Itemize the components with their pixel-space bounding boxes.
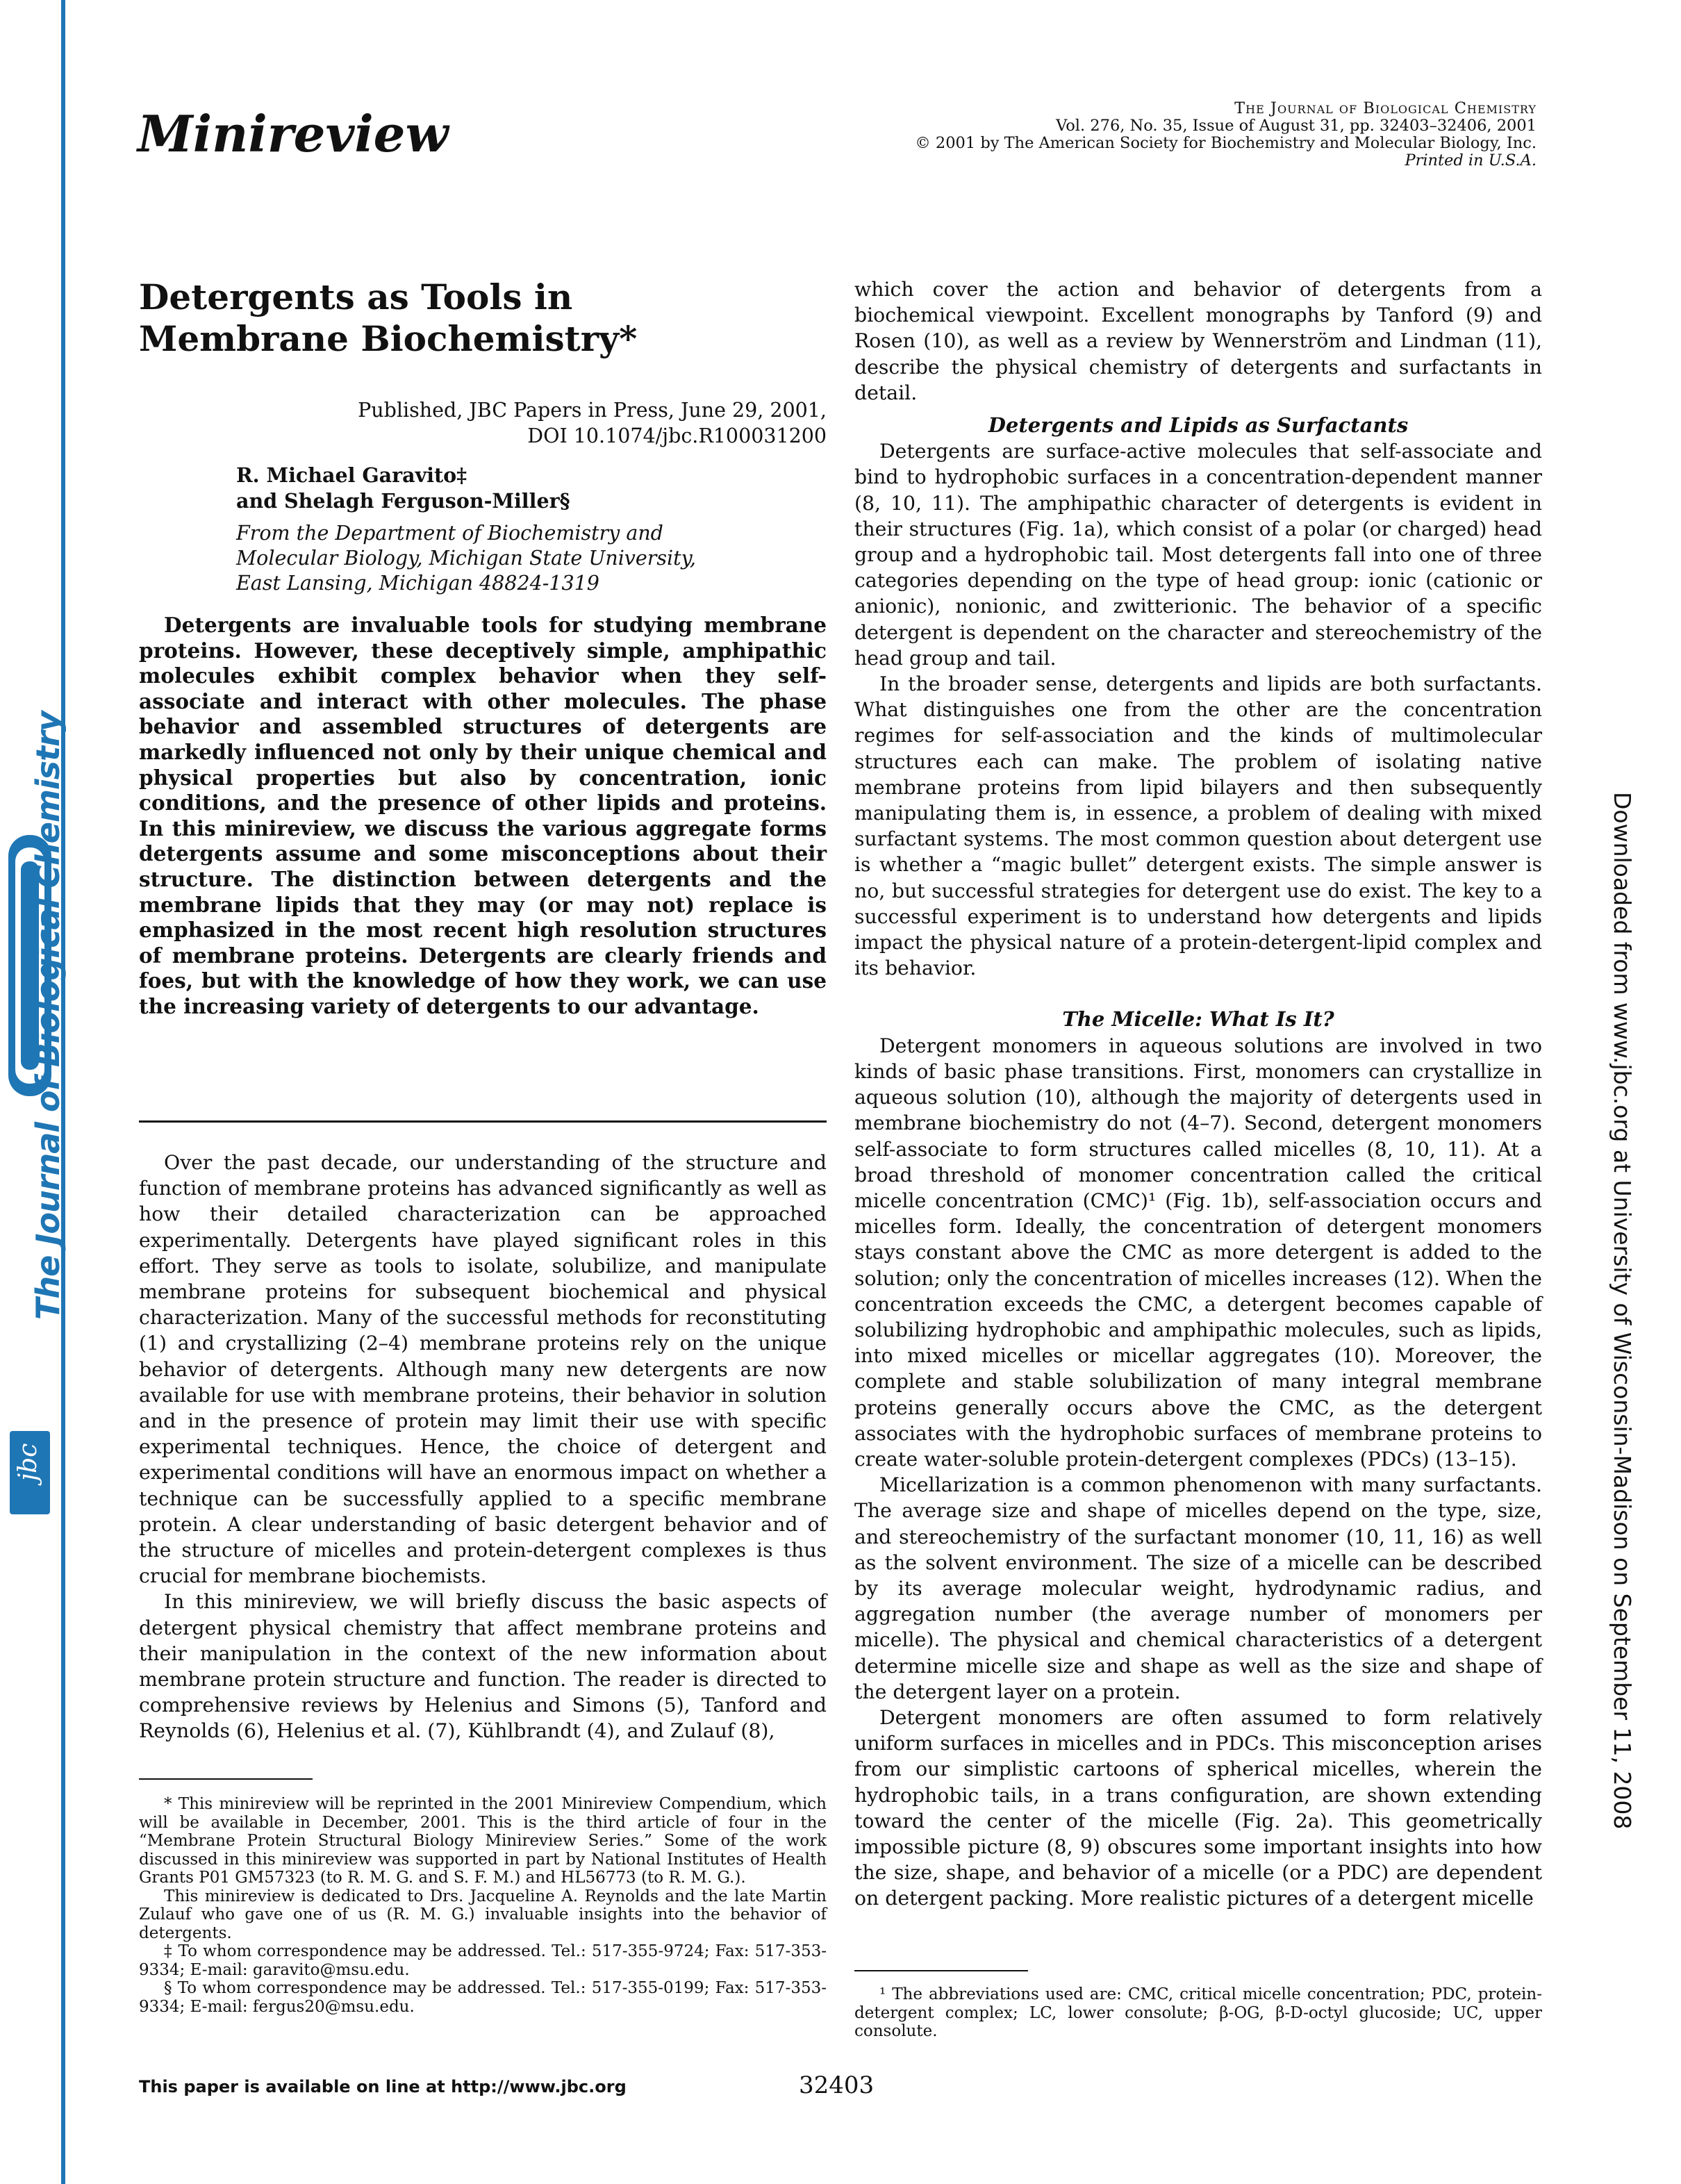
footnotes <box>139 1795 827 2016</box>
footnote: * This minireview will be reprinted in the 2001 Minireview Compendium, which will be available in December, 2001. This is the third article of four in the “Membrane Protein Structural Biology Minireview Series.” Some of the work discussed in this minireview was supported in part by National Institutes of Health Grants P01 GM57323 (to R. M. G. and S. F. M.) and HL56773 (to R. M. G.). <box>139 1795 827 1887</box>
paragraph: Detergent monomers are often assumed to form relatively uniform surfaces in micelles and in PDCs. This misconception arises from our simplistic cartoons of spherical micelles, wherein the hydrophobic tails, in a trans configuration, are shown extending toward the center of the micelle (Fig. 2a). This geometrically impossible picture (8, 9) obscures some important insights into how the size, shape, and behavior of a micelle (or a PDC) are dependent on detergent packing. More realistic pictures of a detergent micelle <box>854 1705 1542 1910</box>
paragraph: which cover the action and behavior of detergents from a biochemical viewpoint. Excellent monographs by Tanford (9) and Rosen (10), as well as a review by Wennerström and Lindman (11), describe the physical chemistry of detergents and surfactants in detail. <box>854 278 1542 404</box>
title-line: Detergents as Tools in <box>139 276 573 317</box>
left-column-body <box>139 1150 827 1744</box>
journal-sidebar <box>0 0 69 2184</box>
journal-name: The Journal of Biological Chemistry <box>1234 99 1537 117</box>
abstract: Detergents are invaluable tools for studying membrane proteins. However, these deceptively simple, amphipathic molecules exhibit complex behavior when they self-associate and interact with other molecules. The phase behavior and assembled structures of detergents are markedly influenced not only by their unique chemical and physical properties but also by concentration, ionic conditions, and the presence of other lipids and proteins. In this minireview, we discuss the various aggregate forms detergents assume and some misconceptions about their structure. The distinction between detergents and the membrane lipids that they may (or may not) replace is emphasized in the most recent high resolution structures of membrane proteins. Detergents are clearly friends and foes, but with the knowledge of how they work, we can use the increasing variety of detergents to our advantage. <box>139 613 827 1018</box>
printed-line: Printed in U.S.A. <box>1405 151 1537 169</box>
jbc-logo-text: jbc <box>14 1443 42 1481</box>
affiliation <box>236 521 696 596</box>
publication-info <box>139 397 827 449</box>
affiliation-line: From the Department of Biochemistry and <box>236 522 663 545</box>
footnote: § To whom correspondence may be addressed. Tel.: 517-355-0199; Fax: 517-353-9334; E-mail: fergus20@msu.edu. <box>139 1979 827 2016</box>
article-title <box>139 276 834 360</box>
download-note: Downloaded from www.jbc.org at University of Wisconsin-Madison on September 11, 2008 <box>1609 792 1636 1830</box>
abstract-divider <box>139 1120 827 1123</box>
abbreviations-footnote <box>854 1985 1542 2041</box>
journal-header <box>915 100 1537 169</box>
section-heading: Detergents and Lipids as Surfactants <box>988 413 1409 438</box>
footnote: ¹ The abbreviations used are: CMC, critical micelle concentration; PDC, protein-detergent complex; LC, lower consolute; β-OG, β-D-octyl glucoside; UC, upper consolute. <box>854 1985 1542 2040</box>
paragraph: Detergent monomers in aqueous solutions are involved in two kinds of basic phase transitions. First, monomers can crystallize in aqueous solution (10), although the majority of detergents used in membrane biochemistry do not (4–7). Second, detergent monomers self-associate to form structures called micelles (8, 10, 11). At a broad threshold of monomer concentration called the critical micelle concentration (CMC)¹ (Fig. 1b), self-association occurs and micelles form. Ideally, the concentration of detergent monomers stays constant above the CMC as more detergent is added to the solution; only the concentration of micelles increases (12). When the concentration exceeds the CMC, a detergent becomes capable of solubilizing hydrophobic and amphipathic molecules, such as lipids, into mixed micelles or micellar aggregates (10). Moreover, the complete and stable solubilization of many integral membrane proteins generally occurs above the CMC, as the detergent associates with the hydrophobic surfaces of membrane proteins to create water-soluble protein-detergent complexes (PDCs) (13–15). <box>854 1034 1542 1471</box>
paragraph: Micellarization is a common phenomenon with many surfactants. The average size and shape of micelles depend on the type, size, and stereochemistry of the surfactant monomer (10, 11, 16) as well as the solvent environment. The size of a micelle can be described by its average molecular weight, hydrodynamic radius, and aggregation number (the average number of monomers per micelle). The physical and chemical characteristics of a detergent determine micelle size and shape as well as the size and shape of the detergent layer on a protein. <box>854 1473 1542 1703</box>
affiliation-line: East Lansing, Michigan 48824-1319 <box>236 572 599 595</box>
paragraph: Detergents are surface-active molecules that self-associate and bind to hydrophobic surfaces in a concentration-dependent manner (8, 10, 11). The amphipathic character of detergents is evident in their structures (Fig. 1a), which consist of a polar (or charged) head group and a hydrophobic tail. Most detergents fall into one of three categories depending on the type of head group: ionic (cationic or anionic), nonionic, and zwitterionic. The behavior of a specific detergent is dependent on the character and stereochemistry of the head group and tail. <box>854 440 1542 670</box>
title-line: Membrane Biochemistry* <box>139 318 638 359</box>
affiliation-line: Molecular Biology, Michigan State University, <box>236 547 696 570</box>
published-line: Published, JBC Papers in Press, June 29, 2001, <box>358 399 827 422</box>
footnote: This minireview is dedicated to Drs. Jacqueline A. Reynolds and the late Martin Zulauf who gave one of us (R. M. G.) invaluable insights into the behavior of detergents. <box>139 1887 827 1942</box>
footnote-divider <box>854 1970 1028 1971</box>
volume-line: Vol. 276, No. 35, Issue of August 31, pp. 32403–32406, 2001 <box>1056 117 1537 135</box>
author-list <box>236 463 570 514</box>
section-label: Minireview <box>138 104 449 163</box>
jbc-logo-icon <box>10 1431 50 1514</box>
sidebar-journal-title: The Journal of Biological Chemistry <box>29 711 67 1320</box>
footnote-divider <box>139 1778 313 1780</box>
copyright-line: © 2001 by The American Society for Biochemistry and Molecular Biology, Inc. <box>915 134 1537 152</box>
author: R. Michael Garavito‡ <box>236 463 467 487</box>
author: and Shelagh Ferguson-Miller§ <box>236 489 570 513</box>
paragraph: In the broader sense, detergents and lipids are both surfactants. What distinguishes one from the other are the concentration regimes for self-association and the kinds of multimolecular structures each can make. The problem of isolating native membrane proteins from lipid bilayers and then subsequently manipulating them is, in essence, a problem of dealing with mixed surfactant systems. The most common question about detergent use is whether a “magic bullet” detergent exists. The simple answer is no, but successful strategies for detergent use do exist. The key to a successful experiment is to understand how detergents and lipids impact the physical nature of a protein-detergent-lipid complex and its behavior. <box>854 672 1542 980</box>
doi-line: DOI 10.1074/jbc.R100031200 <box>527 424 827 447</box>
paragraph: Over the past decade, our understanding of the structure and function of membrane proteins has advanced significantly as well as how their detailed characterization can be approached experimentally. Detergents have played significant roles in this effort. They serve as tools to isolate, solubilize, and manipulate membrane proteins for subsequent biochemical and physical characterization. Many of the successful methods for reconstituting (1) and crystallizing (2–4) membrane proteins rely on the unique behavior of detergents. Although many new detergents are now available for use with membrane proteins, their behavior in solution and in the presence of protein may limit their use with specific experimental techniques. Hence, the choice of detergent and experimental conditions will have an enormous impact on whether a technique can be successfully applied to a specific membrane protein. A clear understanding of basic detergent behavior and of the structure of micelles and protein-detergent complexes is thus crucial for membrane biochemists. <box>139 1151 827 1588</box>
paragraph: In this minireview, we will briefly discuss the basic aspects of detergent physical chemistry that affect membrane proteins and their manipulation in the context of the new information about membrane protein structure and function. The reader is directed to comprehensive reviews by Helenius and Simons (5), Tanford and Reynolds (6), Helenius et al. (7), Kühlbrandt (4), and Zulauf (8), <box>139 1590 827 1743</box>
section-heading: The Micelle: What Is It? <box>1062 1007 1334 1032</box>
footnote: ‡ To whom correspondence may be addressed. Tel.: 517-355-9724; Fax: 517-353-9334; E-mail: garavito@msu.edu. <box>139 1942 827 1979</box>
right-column-body <box>854 276 1542 1912</box>
availability-note: This paper is available on line at http://www.jbc.org <box>139 2077 627 2096</box>
page-number: 32403 <box>799 2071 875 2099</box>
